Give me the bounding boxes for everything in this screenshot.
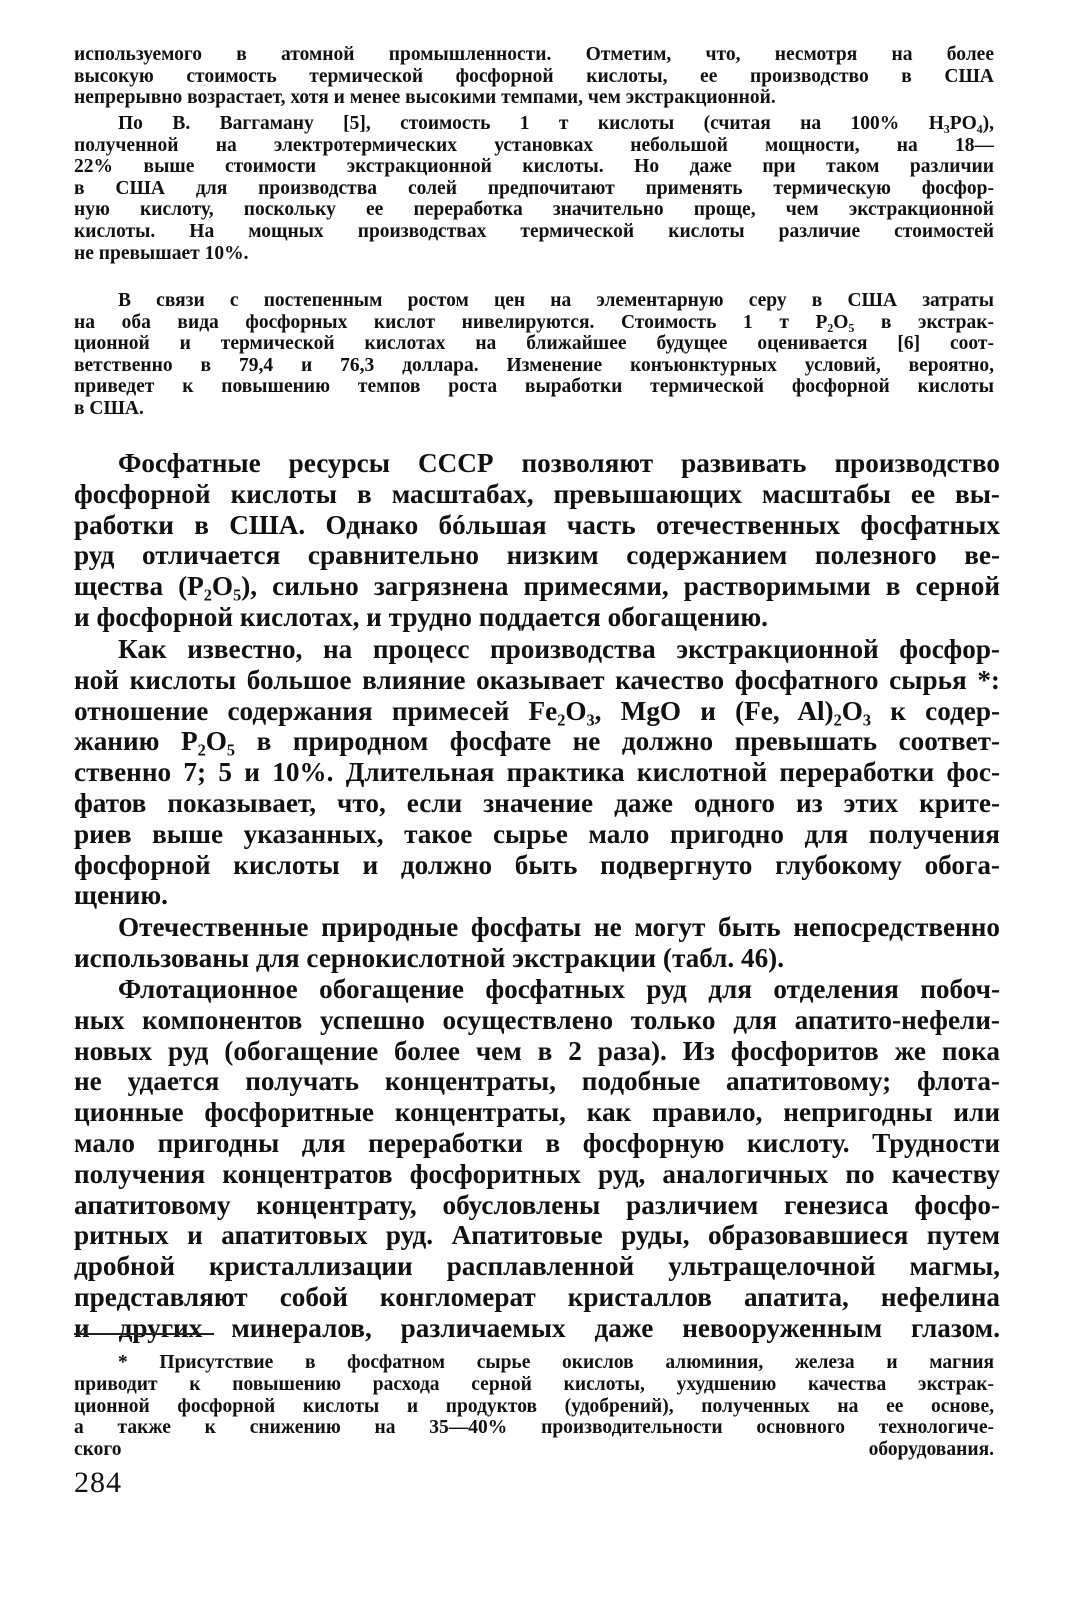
paragraph-7 (74, 974, 1000, 1344)
text-line: ной кислоты большое влияние оказывает качество фосфатного сырья *: (74, 664, 1000, 695)
text-line: и других минералов, различаемых даже невооруженным глазом. (74, 1312, 1000, 1343)
text-line: в США. (74, 397, 144, 419)
text-line: используемого в атомной промышленности. Отметим, что, несмотря на более (74, 44, 994, 65)
text-line: фосфорной кислоты и должно быть подвергнуто глубокому обога- (74, 849, 1000, 880)
text-line: щества (P₂O₅), сильно загрязнена примесями, растворимыми в серной (74, 571, 1000, 602)
text-line: ритных и апатитовых руд. Апатитовые руды, образовавшиеся путем (74, 1220, 1000, 1251)
text-line: 22% выше стоимости экстракционной кислоты. Но даже при таком различии (74, 156, 994, 178)
paragraph-4 (74, 448, 1000, 633)
text-line: не превышает 10%. (74, 242, 249, 264)
text-line: получения концентратов фосфоритных руд, аналогичных по качеству (74, 1158, 1000, 1189)
text-line: Отечественные природные фосфаты не могут быть непосредственно (118, 912, 1000, 942)
text-line: ционной и термической кислотах на ближайшее будущее оценивается [6] соот- (74, 333, 994, 355)
text-line: полученной на электротермических установках небольшой мощности, на 18— (74, 134, 994, 156)
text-line: жанию P₂O₅ в природном фосфате не должно превышать соответ- (74, 726, 1000, 757)
text-line: не удается получать концентраты, подобные апатитовому; флота- (74, 1066, 1000, 1097)
text-line: Фосфатные ресурсы СССР позволяют развивать производство (118, 448, 1000, 478)
text-line: фосфорной кислоты в масштабах, превышающих масштабы ее вы- (74, 478, 1000, 509)
text-line: дробной кристаллизации расплавленной ультращелочной магмы, (74, 1251, 1000, 1282)
text-line: представляют собой конгломерат кристаллов апатита, нефелина (74, 1281, 1000, 1312)
page-number: 284 (74, 1466, 122, 1499)
text-line: апатитовому концентрату, обусловлены различием генезиса фосфо- (74, 1189, 1000, 1220)
text-line: новых руд (обогащение более чем в 2 раза). Из фосфоритов же пока (74, 1035, 1000, 1066)
text-line: и фосфорной кислотах, и трудно поддается обогащению. (74, 601, 768, 632)
text-line: Как известно, на процесс производства экстракционной фосфор- (118, 634, 1000, 664)
text-line: на оба вида фосфорных кислот нивелируются. Стоимость 1 т P₂O₅ в экстрак- (74, 311, 994, 333)
paragraph-6 (74, 912, 1000, 974)
text-line: руд отличается сравнительно низким содержанием полезного ве- (74, 540, 1000, 571)
text-line: ственно 7; 5 и 10%. Длительная практика кислотной переработки фос- (74, 757, 1000, 788)
text-line: По В. Ваггаману [5], стоимость 1 т кислоты (считая на 100% H₃PO₄), (118, 113, 994, 134)
footnote (74, 1352, 994, 1461)
text-line: непрерывно возрастает, хотя и менее высокими темпами, чем экстракционной. (74, 87, 776, 109)
text-line: в США для производства солей предпочитают применять термическую фосфор- (74, 177, 994, 199)
text-line: * Присутствие в фосфатном сырье окислов алюминия, железа и магния (118, 1352, 994, 1373)
text-line: ную кислоту, поскольку ее переработка значительно проще, чем экстракционной (74, 199, 994, 221)
text-line: а также к снижению на 35—40% производительности основного технологиче- (74, 1417, 994, 1439)
text-line: риев выше указанных, такое сырье мало пригодно для получения (74, 818, 1000, 849)
text-line: Флотационное обогащение фосфатных руд для отделения побоч- (118, 974, 1000, 1004)
paragraph-1 (74, 44, 994, 109)
text-line: ционные фосфоритные концентраты, как правило, непригодны или (74, 1097, 1000, 1128)
text-line: работки в США. Однако бóльшая часть отечественных фосфатных (74, 509, 1000, 540)
paragraph-3 (74, 290, 994, 420)
text-line: ского оборудования. (74, 1439, 994, 1461)
text-line: щению. (74, 880, 168, 911)
text-line: ционной фосфорной кислоты и продуктов (удобрений), полученных на ее основе, (74, 1395, 994, 1417)
text-line: В связи с постепенным ростом цен на элементарную серу в США затраты (118, 290, 994, 311)
text-line: приведет к повышению темпов роста выработки термической фосфорной кислоты (74, 376, 994, 398)
text-line: использованы для сернокислотной экстракции (табл. 46). (74, 942, 785, 973)
text-line: приводит к повышению расхода серной кислоты, ухудшению качества экстрак- (74, 1373, 994, 1395)
text-line: высокую стоимость термической фосфорной кислоты, ее производство в США (74, 65, 994, 87)
text-line: отношение содержания примесей Fe₂O₃, MgO и (Fe, Al)₂O₃ к содер- (74, 695, 1000, 726)
text-line: ветственно в 79,4 и 76,3 доллара. Изменение конъюнктурных условий, вероятно, (74, 354, 994, 376)
text-line: кислоты. На мощных производствах термической кислоты различие стоимостей (74, 220, 994, 242)
paragraph-5 (74, 634, 1000, 911)
footnote-divider (74, 1333, 214, 1335)
text-line: ных компонентов успешно осуществлено только для апатито-нефели- (74, 1004, 1000, 1035)
text-line: мало пригодны для переработки в фосфорную кислоту. Трудности (74, 1127, 1000, 1158)
paragraph-2 (74, 113, 994, 264)
text-line: фатов показывает, что, если значение даже одного из этих крите- (74, 787, 1000, 818)
